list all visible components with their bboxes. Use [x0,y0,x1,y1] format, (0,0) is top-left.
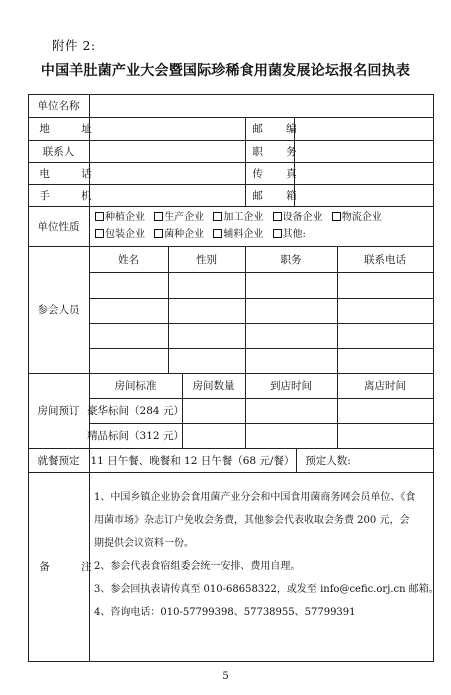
unit-type-option[interactable]: 生产企业 [154,209,204,226]
checkbox[interactable] [213,229,222,238]
checkbox[interactable] [213,212,222,221]
address-label: 地 址 [39,123,106,135]
unit-type-label: 单位性质 [37,220,80,233]
form-title: 中国羊肚菌产业大会暨国际珍稀食用菌发展论坛报名回执表 [40,63,411,79]
postcode-label: 邮 编 [252,123,307,135]
attendee-col-gender: 性别 [196,253,217,266]
attendee-col-phone: 联系电话 [364,253,406,266]
unit-type-option[interactable]: 设备企业 [273,209,323,226]
room-col-quantity: 房间数量 [192,380,235,392]
checkbox[interactable] [273,229,282,238]
remarks-label: 备 注 [39,561,106,573]
fax-label: 传 真 [252,167,307,180]
remarks-text [94,486,439,624]
room-col-standard: 房间标准 [114,380,157,392]
attendee-col-name: 姓名 [118,253,139,266]
checkbox[interactable] [95,212,104,221]
room-col-arrival: 到店时间 [270,380,312,392]
attendees-label: 参会人员 [37,304,80,316]
position-field[interactable] [295,141,433,162]
attachment-label: 附件 2: [52,38,96,53]
position-label: 职 务 [252,145,307,158]
remark-line: 用菌市场》杂志订户免收会务费，其他参会代表收取会务费 200 元，会 [94,515,410,526]
unit-type-option[interactable]: 菌种企业 [154,226,204,243]
checkbox[interactable] [154,229,163,238]
address-field[interactable] [90,118,245,140]
room-type-premium: 精品标间（312 元） [87,430,184,442]
meal-label: 就餐预定 [37,454,80,467]
remark-line: 3、参会回执表请传真至 010-68658322，或发至 info@cefic.orj.cn 邮箱。 [94,584,439,595]
unit-type-option[interactable]: 辅料企业 [213,226,263,243]
meal-text: 11 日午餐、晚餐和 12 日午餐（68 元/餐） [90,454,295,467]
fax-field[interactable] [295,163,433,184]
remark-line: 2、参会代表食宿组委会统一安排、费用自理。 [94,561,301,572]
mobile-label: 手 机 [39,189,106,202]
phone-field[interactable] [90,163,245,184]
phone-label: 电 话 [39,167,106,180]
remark-line: 1、中国乡镇企业协会食用菌产业分会和中国食用菌商务网会员单位、《食 [94,492,416,503]
unit-type-option[interactable]: 其他: [273,226,306,243]
contact-label: 联系人 [42,145,75,158]
unit-name-label: 单位名称 [37,100,80,112]
mobile-field[interactable] [90,185,245,206]
postcode-field[interactable] [295,118,433,140]
page-number: 5 [222,671,229,682]
room-type-deluxe: 豪华标间（284 元） [87,405,184,417]
unit-type-option[interactable]: 种植企业 [95,209,145,226]
checkbox[interactable] [95,229,104,238]
unit-type-options [95,209,388,243]
checkbox[interactable] [154,212,163,221]
unit-name-field[interactable] [90,95,433,117]
meal-count-label: 预定人数: [305,454,351,467]
remark-line: 期提供会议资料一份。 [94,538,194,549]
unit-type-option[interactable]: 物流企业 [332,209,382,226]
unit-type-option[interactable]: 加工企业 [213,209,263,226]
remark-line: 4、咨询电话：010-57799398、57738955、57799391 [94,607,356,618]
room-col-departure: 离店时间 [364,380,406,392]
contact-field[interactable] [90,141,245,162]
email-field[interactable] [295,185,433,206]
unit-type-option[interactable]: 包装企业 [95,226,145,243]
room-booking-label: 房间预订 [37,405,80,417]
email-label: 邮 箱 [252,189,307,202]
attendee-col-position: 职务 [280,253,302,266]
checkbox[interactable] [332,212,341,221]
checkbox[interactable] [273,212,282,221]
